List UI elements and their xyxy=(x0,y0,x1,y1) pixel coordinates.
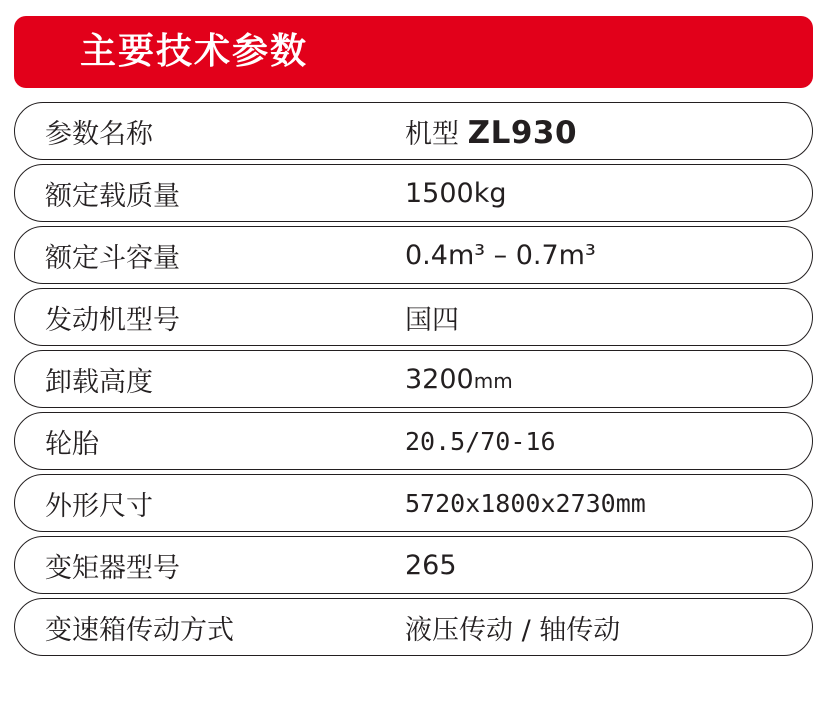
row-value-unit: mm xyxy=(473,368,513,393)
table-row-header xyxy=(14,102,813,160)
row-value: 265 xyxy=(405,549,457,581)
page-title-banner xyxy=(14,16,813,88)
row-value: 国四 xyxy=(405,304,459,336)
row-value xyxy=(405,364,812,395)
row-label: 发动机型号 xyxy=(45,304,180,336)
row-value: 20.5/70-16 xyxy=(405,426,556,456)
table-row xyxy=(14,412,813,470)
row-label: 额定载质量 xyxy=(45,180,180,212)
page-title: 主要技术参数 xyxy=(80,31,309,72)
row-value: 液压传动 / 轴传动 xyxy=(405,614,621,646)
row-label: 轮胎 xyxy=(45,428,99,460)
model-label: 机型 xyxy=(405,118,468,150)
table-row xyxy=(14,598,813,656)
row-value: 1500kg xyxy=(405,177,507,209)
table-header-value xyxy=(405,112,812,151)
table-row xyxy=(14,350,813,408)
model-code: ZL930 xyxy=(467,114,578,151)
row-label: 卸载高度 xyxy=(45,366,153,398)
row-label: 变速箱传动方式 xyxy=(45,614,234,646)
table-row xyxy=(14,288,813,346)
table-row xyxy=(14,474,813,532)
row-label: 变矩器型号 xyxy=(45,552,180,584)
spec-table xyxy=(14,102,813,656)
table-row xyxy=(14,164,813,222)
row-value: 0.4m³ – 0.7m³ xyxy=(405,239,596,271)
row-label: 额定斗容量 xyxy=(45,242,180,274)
table-header-name: 参数名称 xyxy=(45,118,153,150)
row-value: 5720x1800x2730mm xyxy=(405,488,646,518)
row-label: 外形尺寸 xyxy=(45,490,153,522)
row-value-number: 3200 xyxy=(405,363,474,395)
table-row xyxy=(14,226,813,284)
table-row xyxy=(14,536,813,594)
